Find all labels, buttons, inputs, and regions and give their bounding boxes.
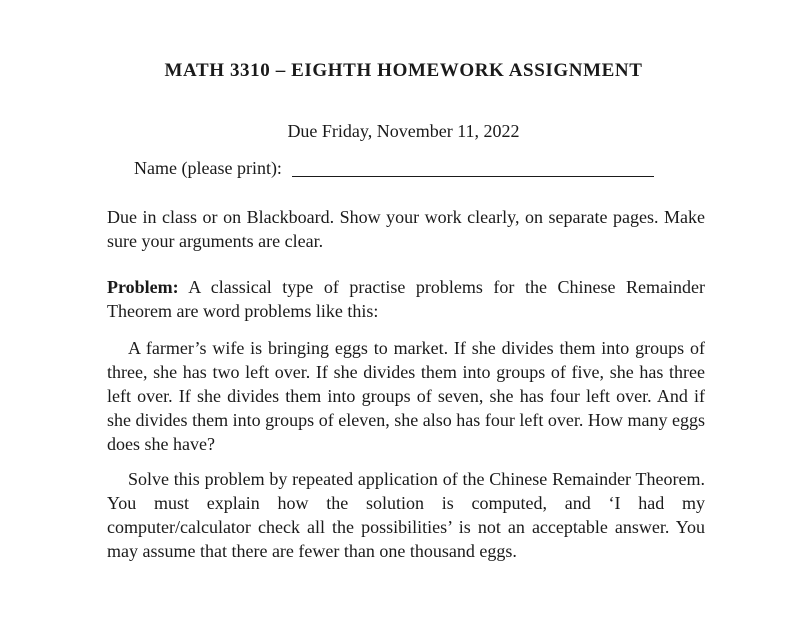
name-label: Name (please print): [134,158,282,178]
problem-paragraph [107,275,705,323]
problem-text: A classical type of practise problems for the Chinese Remainder Theorem are word problems like this: [107,277,705,321]
word-problem-paragraph: A farmer’s wife is bringing eggs to market. If she divides them into groups of three, she has two left over. If she divides them into groups of five, she has three left over. If she divides them into groups of seven, she has four left over. And if she divides them into groups of eleven, she also has four left over. How many eggs does she have? [107,338,705,454]
name-field-row [134,158,654,179]
name-blank-line [292,175,654,177]
assignment-title: MATH 3310 – EIGHTH HOMEWORK ASSIGNMENT [164,60,643,81]
instructions-paragraph: Due in class or on Blackboard. Show your work clearly, on separate pages. Make sure your arguments are clear. [107,207,705,251]
task-paragraph: Solve this problem by repeated application of the Chinese Remainder Theorem. You must explain how the solution is computed, and ‘I had my computer/calculator check all the possibilities’ is not an acceptable answer. You may assume that there are fewer than one thousand eggs. [107,469,705,561]
problem-label: Problem: [107,277,179,297]
due-date: Due Friday, November 11, 2022 [287,121,520,141]
